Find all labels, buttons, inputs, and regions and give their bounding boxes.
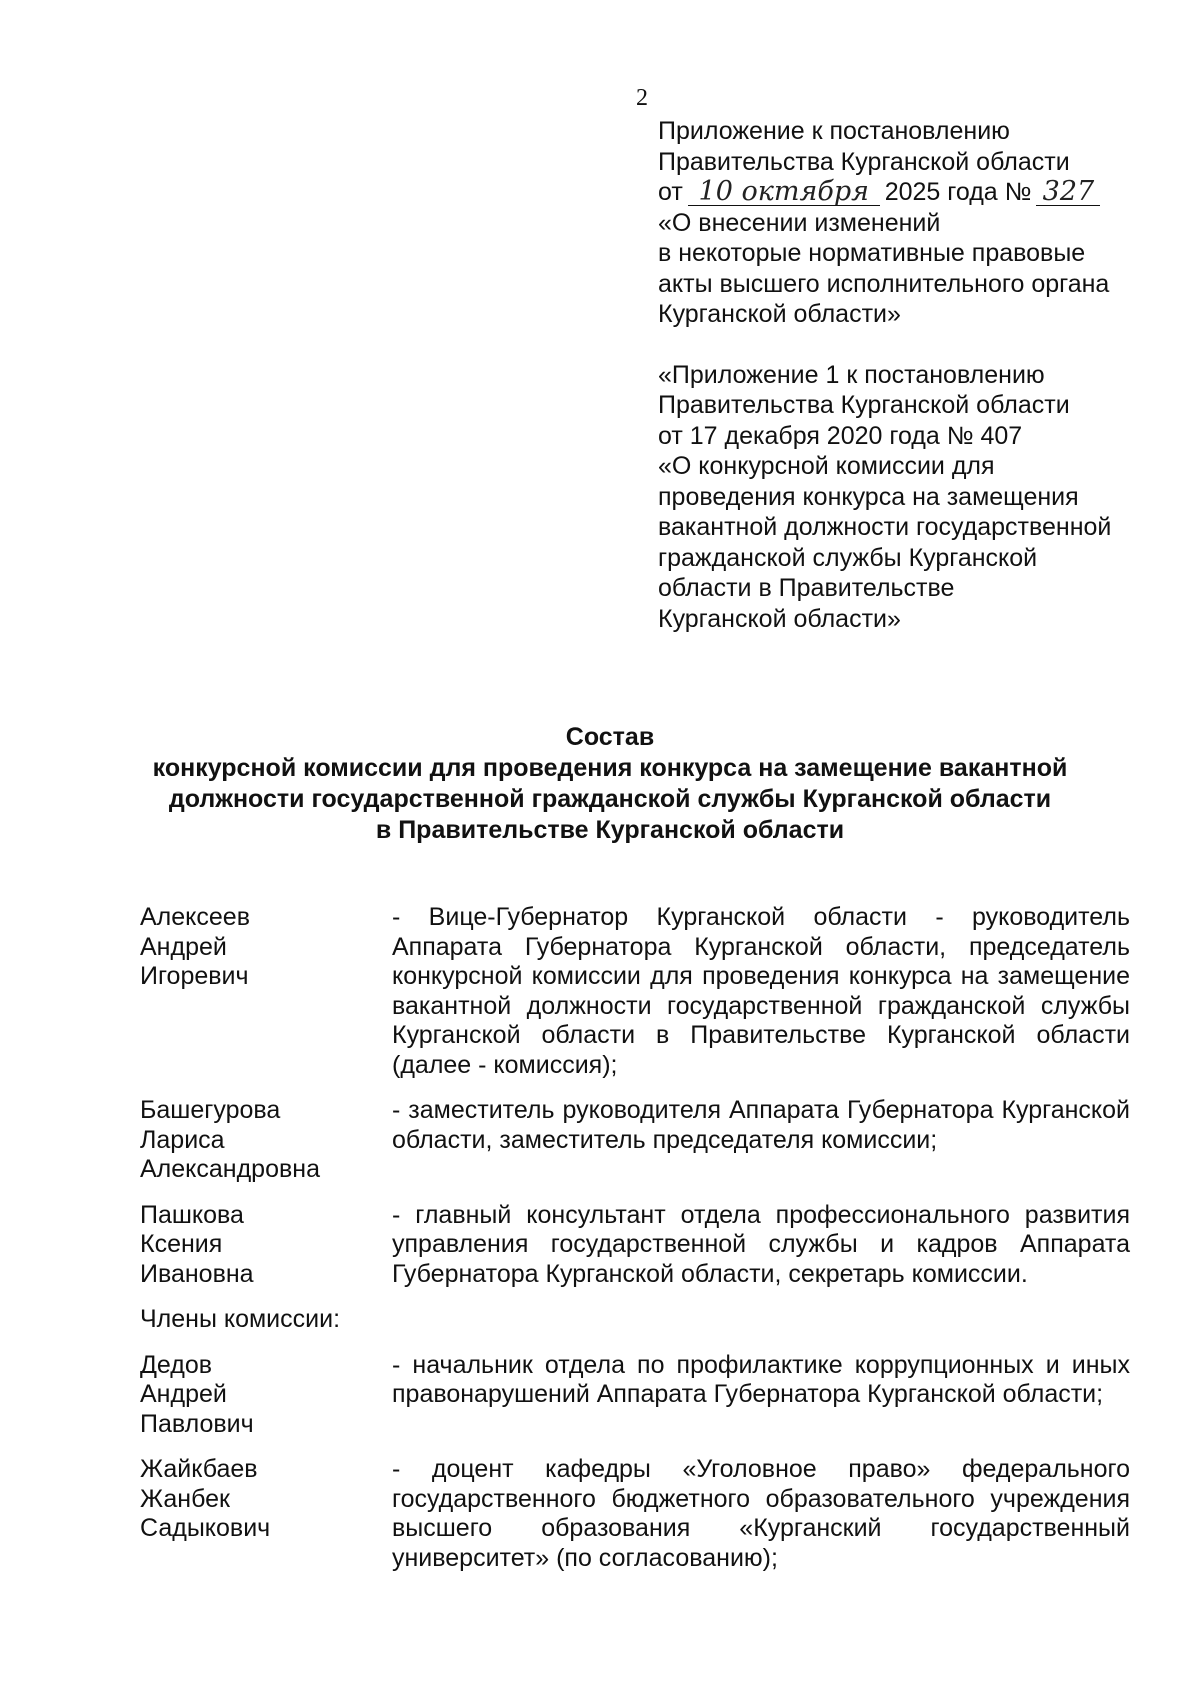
appendix-block	[658, 116, 1178, 634]
member-description: - доцент кафедры «Уголовное право» федерального государственного бюджетного образовательного учреждения высшего образования «Курганский государственный университет» (по согласованию);	[392, 1455, 1130, 1572]
first-name: Андрей	[140, 932, 227, 961]
appendix-line: от 17 декабря 2020 года № 407	[658, 421, 1023, 450]
title-line: в Правительстве Курганской области	[375, 816, 845, 844]
patronymic: Ивановна	[140, 1259, 254, 1288]
first-name: Андрей	[140, 1380, 227, 1408]
member-description: - заместитель руководителя Аппарата Губернатора Курганской области, заместитель председателя комиссии;	[392, 1096, 1130, 1154]
member-row	[140, 1351, 1130, 1440]
member-name	[140, 1351, 392, 1440]
appendix-line: Курганской области»	[658, 300, 901, 328]
date-middle: 2025 года №	[884, 178, 1032, 206]
member-description: - главный консультант отдела профессионального развития управления государственной службы и кадров Аппарата Губернатора Курганской области, секретарь комиссии.	[392, 1200, 1130, 1288]
member-row	[140, 903, 1130, 1080]
appendix-line: «О конкурсной комиссии для	[658, 452, 995, 480]
member-description: - Вице-Губернатор Курганской области - руководитель Аппарата Губернатора Курганской области, председатель конкурсной комиссии для проведения конкурса на замещение вакантной должности государственной гражданской службы Курганской области в Правительстве Курганской области (далее - комиссия);	[392, 903, 1130, 1079]
member-row	[140, 1455, 1130, 1573]
appendix-line: Правительства Курганской области	[658, 147, 1070, 176]
appendix-line: «Приложение 1 к постановлению	[658, 360, 1045, 389]
surname: Дедов	[140, 1350, 213, 1379]
members-list	[140, 903, 1130, 1589]
patronymic: Игоревич	[140, 962, 249, 990]
appendix-line: акты высшего исполнительного органа	[658, 269, 1110, 298]
member-description: - начальник отдела по профилактике коррупционных и иных правонарушений Аппарата Губернатора Курганской области;	[392, 1350, 1130, 1408]
handwritten-date: 10 октября	[690, 177, 878, 208]
title-line: конкурсной комиссии для проведения конкурса на замещение вакантной	[152, 754, 1068, 782]
appendix-line: «О внесении изменений	[658, 208, 941, 237]
appendix-line: гражданской службы Курганской	[658, 543, 1038, 572]
member-name	[140, 903, 392, 1080]
title-line: Состав	[565, 723, 655, 751]
member-row	[140, 1201, 1130, 1290]
appendix-line: Курганской области»	[658, 604, 901, 633]
date-prefix: от	[658, 178, 683, 206]
first-name: Лариса	[140, 1125, 225, 1154]
member-row	[140, 1096, 1130, 1185]
title-line: должности государственной гражданской службы Курганской области	[168, 785, 1052, 813]
surname: Алексеев	[140, 903, 250, 931]
patronymic: Александровна	[140, 1155, 320, 1183]
surname: Башегурова	[140, 1096, 281, 1124]
member-name	[140, 1096, 392, 1185]
first-name: Ксения	[140, 1230, 223, 1258]
patronymic: Павлович	[140, 1409, 254, 1438]
member-name	[140, 1455, 392, 1573]
handwritten-number: 327	[1038, 177, 1098, 208]
patronymic: Садыкович	[140, 1514, 271, 1542]
document-title	[100, 722, 1120, 846]
appendix-line: области в Правительстве	[658, 574, 955, 602]
appendix-line: вакантной должности государственной	[658, 513, 1112, 541]
appendix-line: проведения конкурса на замещения	[658, 482, 1079, 511]
page-number: 2	[636, 85, 648, 111]
first-name: Жанбек	[140, 1484, 230, 1513]
appendix-line: Приложение к постановлению	[658, 117, 1010, 145]
surname: Пашкова	[140, 1200, 244, 1229]
appendix-date-line	[658, 177, 1178, 208]
member-name	[140, 1201, 392, 1290]
surname: Жайкбаев	[140, 1455, 258, 1483]
appendix-line: в некоторые нормативные правовые	[658, 239, 1086, 267]
appendix-line: Правительства Курганской области	[658, 391, 1070, 419]
members-group-label: Члены комиссии:	[140, 1305, 341, 1333]
